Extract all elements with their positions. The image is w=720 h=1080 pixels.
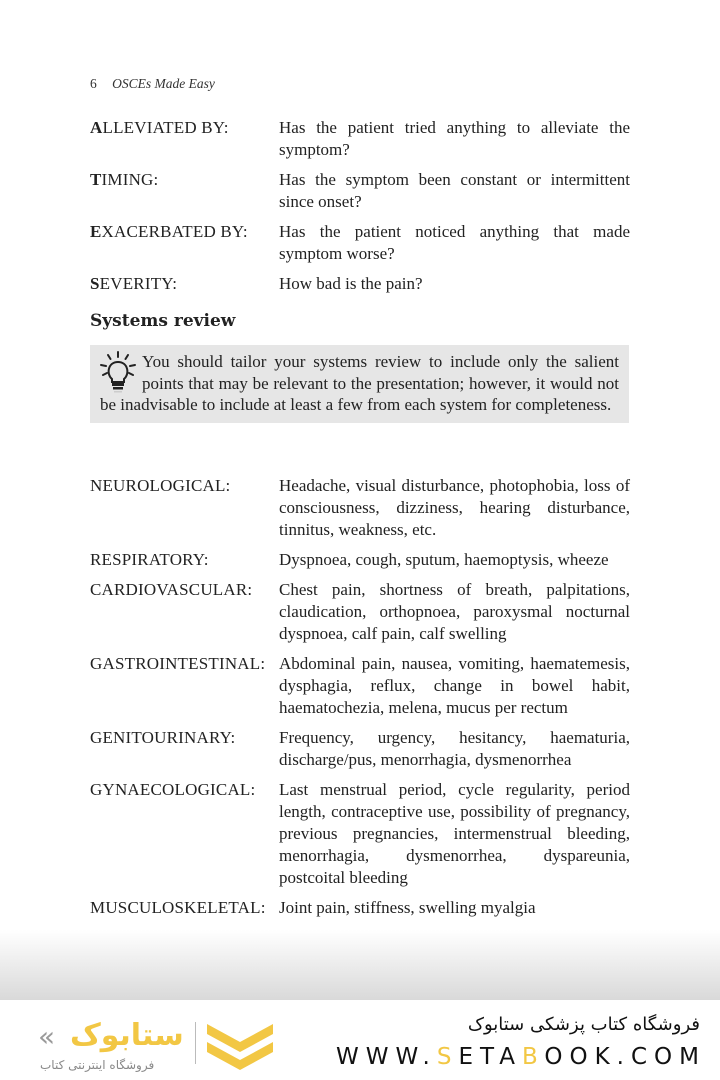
- mnemonic-row: [90, 169, 630, 213]
- tip-box: [90, 345, 629, 423]
- mnemonic-list: [90, 117, 630, 303]
- mnemonic-row: [90, 273, 630, 295]
- system-term: GYNAECOLOGICAL:: [90, 780, 256, 799]
- store-name: فروشگاه کتاب پزشکی ستابوک: [467, 1014, 700, 1035]
- mnemonic-row: [90, 117, 630, 161]
- brand-chevron-shield-icon: [205, 1020, 275, 1072]
- system-definition: Joint pain, stiffness, swelling myalgia: [279, 898, 536, 917]
- system-term: GENITOURINARY:: [90, 728, 236, 747]
- tip-text: You should tailor your systems review to include only the salient points that may be relevant to the presentation; however, it would not be inadvisable to include at least a few from each system for completeness.: [100, 352, 619, 414]
- mnemonic-term: EXACERBATED BY:: [90, 222, 248, 241]
- system-row: [90, 579, 630, 645]
- mnemonic-definition: Has the symptom been constant or intermittent since onset?: [279, 170, 630, 211]
- mnemonic-term: SEVERITY:: [90, 274, 178, 293]
- lightbulb-icon: [98, 351, 138, 393]
- system-row: [90, 727, 630, 771]
- systems-list: [90, 475, 630, 927]
- page-bottom-shadow: [0, 930, 720, 1000]
- double-chevron-icon: «: [38, 1020, 56, 1053]
- system-definition: Abdominal pain, nausea, vomiting, haematemesis, dysphagia, reflux, change in bowel habit, haematochezia, melena, mucus per rectum: [279, 654, 630, 717]
- logo-divider: [195, 1022, 196, 1064]
- brand-wordmark: ستابوک: [70, 1018, 184, 1053]
- mnemonic-term: TIMING:: [90, 170, 159, 189]
- system-definition: Headache, visual disturbance, photophobia, loss of consciousness, dizziness, hearing disturbance, tinnitus, weakness, etc.: [279, 476, 630, 539]
- system-row: [90, 779, 630, 889]
- system-term: CARDIOVASCULAR:: [90, 580, 253, 599]
- system-term: NEUROLOGICAL:: [90, 476, 231, 495]
- page-number: 6: [90, 76, 97, 91]
- mnemonic-definition: Has the patient noticed anything that made symptom worse?: [279, 222, 630, 263]
- mnemonic-term: ALLEVIATED BY:: [90, 118, 229, 137]
- system-row: [90, 653, 630, 719]
- store-url[interactable]: WWW.SETABOOK.COM: [335, 1044, 706, 1070]
- mnemonic-definition: Has the patient tried anything to alleviate the symptom?: [279, 118, 630, 159]
- section-heading: Systems review: [90, 311, 236, 331]
- system-definition: Dyspnoea, cough, sputum, haemoptysis, wheeze: [279, 550, 609, 569]
- mnemonic-definition: How bad is the pain?: [279, 274, 423, 293]
- system-row: [90, 897, 630, 919]
- system-row: [90, 549, 630, 571]
- running-head: [90, 76, 215, 92]
- system-term: MUSCULOSKELETAL:: [90, 898, 266, 917]
- brand-tagline: فروشگاه اینترنتی کتاب: [40, 1058, 155, 1072]
- system-definition: Last menstrual period, cycle regularity, period length, contraceptive use, possibility of pregnancy, previous pregnancies, intermenstrual bleeding, menorrhagia, dysmenorrhea, dyspareunia, postcoital bleeding: [279, 780, 630, 887]
- book-title: OSCEs Made Easy: [112, 76, 215, 91]
- system-term: RESPIRATORY:: [90, 550, 209, 569]
- system-definition: Chest pain, shortness of breath, palpitations, claudication, orthopnoea, paroxysmal nocturnal dyspnoea, calf pain, calf swelling: [279, 580, 630, 643]
- mnemonic-row: [90, 221, 630, 265]
- system-definition: Frequency, urgency, hesitancy, haematuria, discharge/pus, menorrhagia, dysmenorrhea: [279, 728, 630, 769]
- system-term: GASTROINTESTINAL:: [90, 654, 266, 673]
- system-row: [90, 475, 630, 541]
